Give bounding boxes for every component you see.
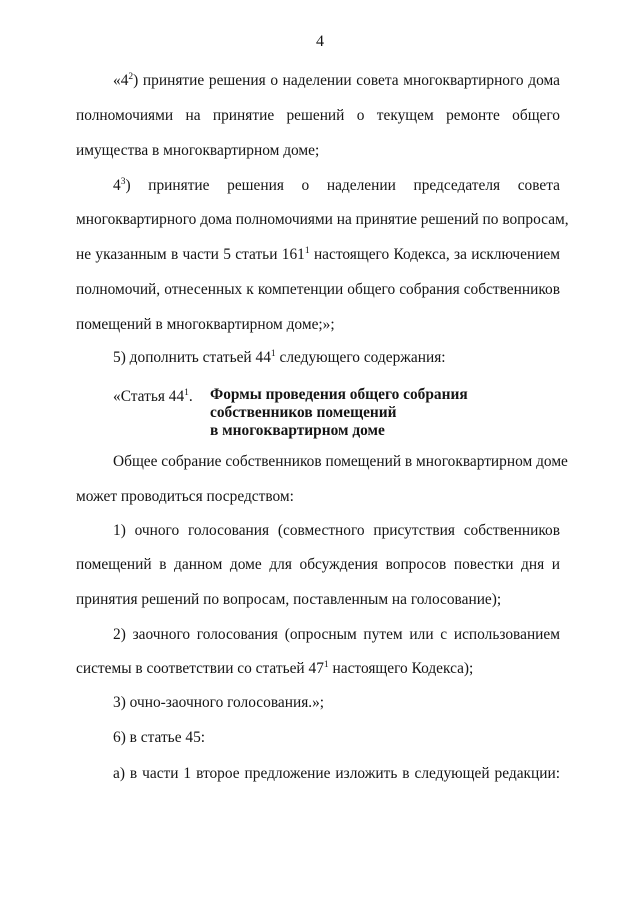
superscript: 1 [323, 660, 329, 670]
paragraph-line: 6) в статье 45: [113, 729, 206, 746]
superscript: 1 [184, 388, 189, 398]
superscript: 2 [128, 72, 134, 82]
paragraph-line: Общее собрание собственников помещений в многоквартирном доме [113, 453, 568, 470]
paragraph-line: 2) заочного голосования (опросным путем или с использованием [113, 626, 560, 643]
paragraph-line: а) в части 1 второе предложение изложить в следующей редакции: [113, 765, 560, 782]
paragraph-line: полномочиями на принятие решений о текущем ремонте общего [76, 107, 560, 124]
superscript: 3 [120, 177, 126, 187]
article-title [210, 386, 468, 440]
article-title-line: Формы проведения общего собрания [210, 386, 468, 403]
paragraph-line: «$4^2$) принятие решения о наделении совета многоквартирного дома [113, 72, 560, 89]
paragraph-line: принятия решений по вопросам, поставленным на голосование); [76, 591, 502, 608]
paragraph-line: $4^3$) принятие решения о наделении председателя совета [113, 177, 560, 194]
paragraph-line: может проводиться посредством: [76, 488, 294, 505]
paragraph-line: полномочий, отнесенных к компетенции общего собрания собственников [76, 281, 560, 298]
article-title-line: собственников помещений [210, 404, 397, 421]
paragraph-line: системы в соответствии со статьей $47^1$ настоящего Кодекса); [76, 660, 474, 677]
article-label: «Статья $44^1$. [113, 388, 193, 405]
superscript: 1 [304, 246, 310, 256]
paragraph-line: 1) очного голосования (совместного присутствия собственников [113, 522, 560, 539]
paragraph-line: 3) очно-заочного голосования.»; [113, 694, 325, 711]
paragraph-line: имущества в многоквартирном доме; [76, 142, 320, 159]
page-number: 4 [316, 33, 324, 50]
paragraph-line: помещений в данном доме для обсуждения вопросов повестки дня и [76, 556, 560, 573]
superscript: 1 [270, 349, 276, 359]
paragraph-line: не указанным в части 5 статьи $161^1$ настоящего Кодекса, за исключением [76, 246, 560, 263]
paragraph-line: многоквартирного дома полномочиями на принятие решений по вопросам, [76, 211, 569, 228]
paragraph-line: помещений в многоквартирном доме;»; [76, 316, 335, 333]
paragraph-line: 5) дополнить статьей $44^1$ следующего содержания: [113, 349, 446, 366]
article-title-line: в многоквартирном доме [210, 422, 385, 439]
